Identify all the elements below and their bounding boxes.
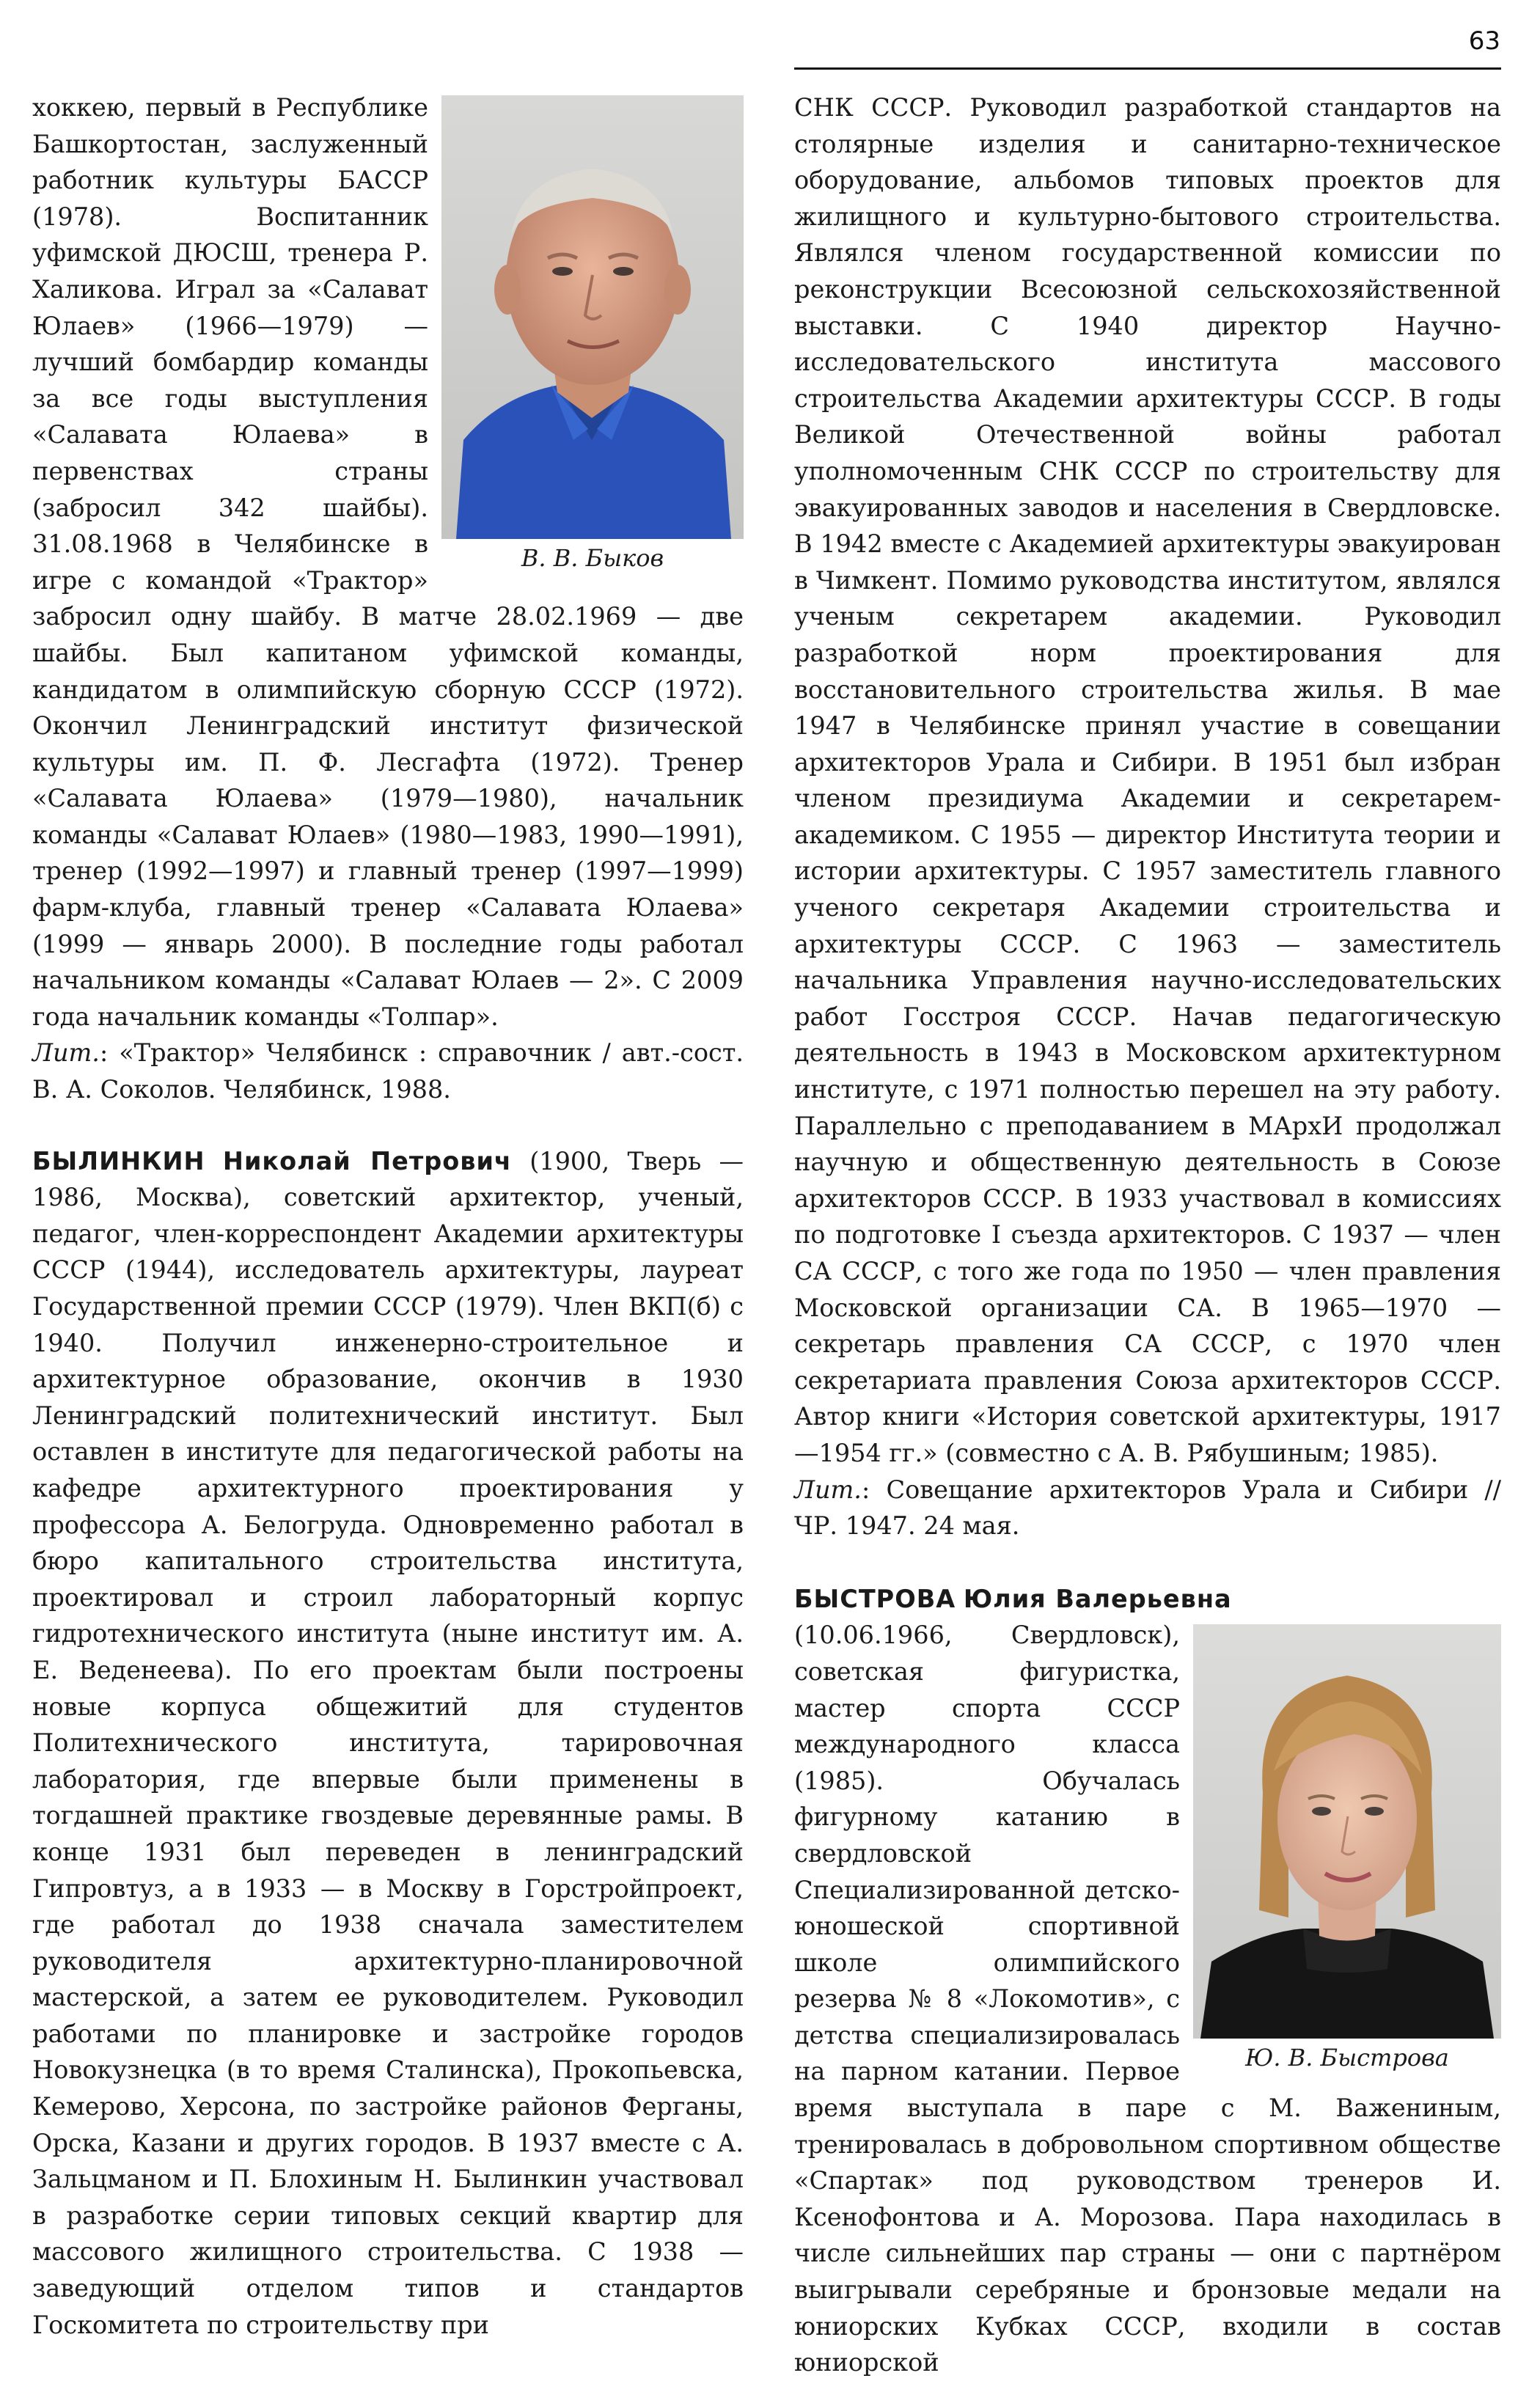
portrait-caption-bystrova: Ю. В. Быстрова [1245, 2044, 1449, 2072]
entry-bykov-literature [32, 1035, 744, 1107]
portrait-figure-bystrova [1193, 1624, 1501, 2074]
entry-bylinkin-literature [794, 1472, 1501, 1544]
page-number: 63 [1468, 26, 1500, 56]
lit-label: Лит. [794, 1475, 862, 1504]
headword-surname: БЫЛИНКИН [32, 1146, 205, 1175]
lit-text: : «Трактор» Челябинск : справочник / авт.-сост. В. А. Соколов. Челябинск, 1988. [32, 1038, 744, 1104]
headword-surname: БЫСТРОВА [794, 1584, 956, 1613]
headword-given-name: Николай Петрович [222, 1146, 512, 1175]
entry-bystrova-heading-line [794, 1581, 1501, 1618]
portrait-photo-bystrova [1193, 1624, 1501, 2039]
lit-text: : Совещание архитекторов Урала и Сибири // ЧР. 1947. 24 мая. [794, 1475, 1501, 1541]
portrait-photo-bykov [441, 95, 744, 539]
entry-bystrova-text: (10.06.1966, Свердловск), советская фигуристка, мастер спорта СССР международного класса (1985). Обучалась фигурному катанию в свердловской Специализированной детско-юношеской спортивной школе олимпийского резерва № 8 «Локомотив», с детства специализировалась на парном катании. Первое время выступала в паре с М. Важениным, тренировалась в добровольном спортивном обществе «Спартак» под руководством тренеров И. Ксенофонтова и А. Морозова. Пара находилась в числе сильнейших пар страны — они с партнёром выигрывали серебряные и бронзовые медали на юниорских Кубках СССР, входили в состав юниорской [794, 1621, 1501, 2377]
right-column [794, 89, 1501, 2381]
left-column [32, 89, 744, 2343]
headword-given-name: Юлия Валерьевна [963, 1584, 1232, 1613]
entry-bylinkin [32, 1143, 744, 2344]
entry-bykov-continuation: хоккею, первый в Республике Башкортостан, заслуженный работник культуры БАССР (1978). Воспитанник уфимской ДЮСШ, тренера Р. Халикова. Играл за «Салават Юлаев» (1966—1979) — лучший бомбардир команды за все годы выступления «Салавата Юлаева» в первенствах страны (забросил 342 шайбы). 31.08.1968 в Челябинске в игре с командой «Трактор» забросил одну шайбу. В матче 28.02.1969 — две шайбы. Был капитаном уфимской команды, кандидатом в олимпийскую сборную СССР (1972). Окончил Ленинградский институт физической культуры им. П. Ф. Лесгафта (1972). Тренер «Салавата Юлаева» (1979—1980), начальник команды «Салават Юлаев» (1980—1983, 1990—1991), тренер (1992—1997) и главный тренер (1997—1999) фарм-клуба, главный тренер «Салавата Юлаева» (1999 — январь 2000). В последние годы работал начальником команды «Салават Юлаев — 2». С 2009 года начальник команды «Толпар». [32, 93, 744, 1031]
header-rule [794, 67, 1501, 70]
portrait-caption-bykov: В. В. Быков [521, 544, 664, 572]
portrait-figure-bykov [441, 95, 744, 574]
entry-text: (1900, Тверь — 1986, Москва), советский архитектор, ученый, педагог, член-корреспондент Академии архитектуры СССР (1944), исследователь архитектуры, лауреат Государственной премии СССР (1979). Член ВКП(б) с 1940. Получил инженерно-строительное и архитектурное образование, окончив в 1930 Ленинградский политехнический институт. Был оставлен в институте для педагогической работы на кафедре архитектурного проектирования у профессора А. Белогруда. Одновременно работал в бюро капитального строительства института, проектировал и строил лабораторный корпус гидротехнического института (ныне институт им. А. Е. Веденеева). По его проектам были построены новые корпуса общежитий для студентов Политехнического института, тарировочная лаборатория, где впервые были применены в тогдашней практике гвоздевые деревянные рамы. В конце 1931 был переведен в ленинградский Гипровтуз, а в 1933 — в Москву в Горстройпроект, где работал до 1938 сначала заместителем руководителя архитектурно-планировочной мастерской, а затем ее руководителем. Руководил работами по планировке и застройке городов Новокузнецка (в то время Сталинска), Прокопьевска, Кемерово, Херсона, по застройке районов Ферганы, Орска, Казани и других городов. В 1937 вместе с А. Зальцманом и П. Блохиным Н. Былинкин участвовал в разработке серии типовых секций квартир для массового жилищного строительства. С 1938 — заведующий отделом типов и стандартов Госкомитета по строительству при [32, 1146, 744, 2339]
lit-label: Лит. [32, 1038, 100, 1068]
entry-bylinkin-continuation: СНК СССР. Руководил разработкой стандартов на столярные изделия и санитарно-техническое оборудование, альбомов типовых проектов для жилищного и культурно-бытового строительства. Являлся членом государственной комиссии по реконструкции Всесоюзной сельскохозяйственной выставки. С 1940 директор Научно-исследовательского института массового строительства Академии архитектуры СССР. В годы Великой Отечественной войны работал уполномоченным СНК СССР по строительству для эвакуированных заводов и населения в Свердловске. В 1942 вместе с Академией архитектуры эвакуирован в Чимкент. Помимо руководства институтом, являлся ученым секретарем академии. Руководил разработкой норм проектирования для восстановительного строительства жилья. В мае 1947 в Челябинске принял участие в совещании архитекторов Урала и Сибири. В 1951 был избран членом президиума Академии и секретарем-академиком. С 1955 — директор Института теории и истории архитектуры. С 1957 заместитель главного ученого секретаря Академии строительства и архитектуры СССР. С 1963 — заместитель начальника Управления научно-исследовательских работ Госстроя СССР. Начав педагогическую деятельность в 1943 в Московском архитектурном институте, с 1971 полностью перешел на эту работу. Параллельно с преподаванием в МАрхИ продолжал научную и общественную деятельность в Союзе архитекторов СССР. В 1933 участвовал в комиссиях по подготовке I съезда архитекторов. С 1937 — член СА СССР, с того же года по 1950 — член правления Московской организации СА. В 1965—1970 — секретарь правления СА СССР, с 1970 член секретариата правления Союза архитекторов СССР. Автор книги «История советской архитектуры, 1917—1954 гг.» (совместно с А. В. Рябушиным; 1985). [794, 93, 1501, 1467]
